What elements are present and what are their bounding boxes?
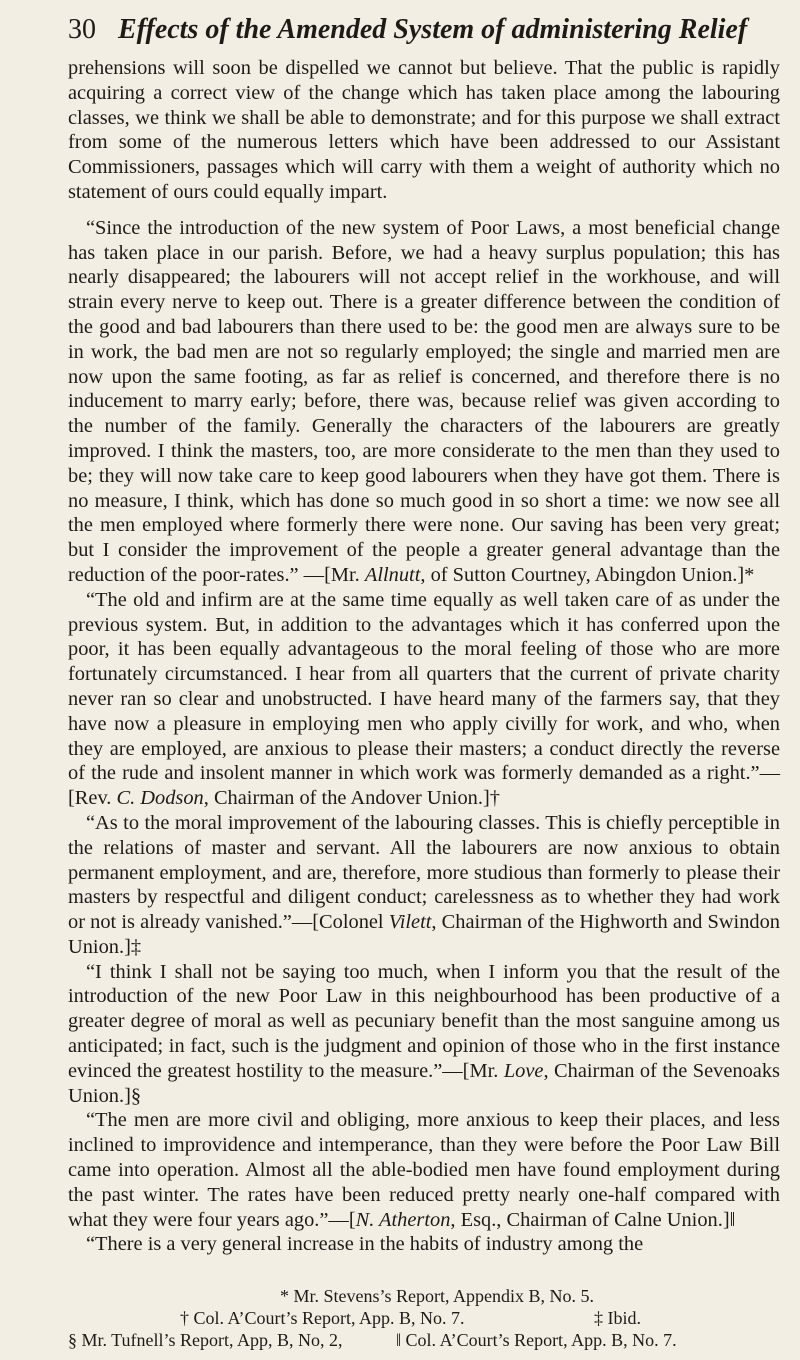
quote-vilett: “As to the moral improvement of the labouring classes. This is chiefly perceptible in the relations of master and servant. All the labourers are now anxious to obtain permanent employment, and are, therefore, more studious than formerly to please their masters by respectful and diligent conduct; carelessness as to whether they had work or not is already vanished.”—[Colonel Vilett, Chairman of the Highworth and Swindon Union.]‡ [68, 811, 780, 958]
footnote-star: * Mr. Stevens’s Report, Appendix B, No. 5. [280, 1286, 594, 1306]
running-title: Effects of the Amended System of administering Relief [118, 14, 748, 45]
footnote-section: § Mr. Tufnell’s Report, App, B, No, 2, [68, 1330, 343, 1350]
body-text [68, 56, 780, 1257]
footnote-parallel: ‖ Col. A’Court’s Report, App. B, No. 7. [396, 1330, 677, 1350]
quote-atherton: “The men are more civil and obliging, more anxious to keep their places, and less inclined to improvidence and intemperance, than they were before the Poor Law Bill came into operation. Almost all the able-bodied men have found employment during the past winter. The rates have been reduced pretty nearly one-half compared with what they were four years ago.”—[N. Atherton, Esq., Chairman of Calne Union.]‖ [68, 1109, 780, 1231]
quote-industry: “There is a very general increase in the habits of industry among the [86, 1233, 644, 1256]
page-number: 30 [68, 14, 96, 45]
footnote-line [68, 1329, 780, 1351]
quote-dodson: “The old and infirm are at the same time equally as well taken care of as under the previous system. But, in addition to the advantages which it has conferred upon the poor, it has been equally advantageous to the moral feeling of those who are more fortunately circumstanced. I hear from all quarters that the current of private charity never ran so clear and unobstructed. I have heard many of the farmers say, that they have now a pleasure in employing men who apply civilly for work, and who, when they are employed, are anxious to please their masters; a conduct directly the reverse of the rude and insolent manner in which work was formerly demanded as a right.”—[Rev. C. Dodson, Chairman of the Andover Union.]† [68, 588, 780, 810]
quote-allnutt: “Since the introduction of the new system of Poor Laws, a most beneficial change has taken place in our parish. Before, we had a heavy surplus population; this has nearly disappeared; the labourers will not accept relief in the workhouse, and will strain every nerve to keep out. There is a greater difference between the condition of the good and bad labourers than there used to be: the good men are always sure to be in work, the bad men are not so regularly employed; the single and married men are now upon the same footing, as far as relief is concerned, and therefore there is no inducement to marry early; before, there was, because relief was given according to the number of the family. Generally the characters of the labourers are greatly improved. I think the masters, too, are more considerate to the men than they used to be; they will now take care to keep good labourers when they have got them. There is no measure, I think, which has done so much good in so short a time: we now see all the men employed where formerly there were none. Our saving has been very great; but I consider the improvement of the people a greater general advantage than the reduction of the poor-rates.” —[Mr. Allnutt, of Sutton Courtney, Abingdon Union.]* [68, 216, 780, 586]
quote-love: “I think I shall not be saying too much, when I inform you that the result of the introduction of the new Poor Law in this neighbourhood has been productive of a greater degree of moral as well as pecuniary benefit than the most sanguine among us anticipated; in fact, such is the judgment and opinion of those who in the first instance evinced the greatest hostility to the measure.”—[Mr. Love, Chairman of the Sevenoaks Union.]§ [68, 960, 780, 1107]
footnote-dagger: † Col. A’Court’s Report, App. B, No. 7. [180, 1308, 465, 1328]
footnote-line [68, 1285, 780, 1307]
footnote-line [68, 1307, 780, 1329]
running-header [68, 8, 780, 52]
footnote-ddagger: ‡ Ibid. [594, 1308, 641, 1328]
footnotes [68, 1285, 780, 1351]
paragraph-continuation: prehensions will soon be dispelled we cannot but believe. That the public is rapidly acquiring a correct view of the change which has taken place among the labouring classes, we think we shall be able to demonstrate; and for this purpose we shall extract from some of the numerous letters which have been addressed to our Assistant Commissioners, passages which will carry with them a weight of authority which no statement of ours could equally impart. [68, 57, 780, 203]
